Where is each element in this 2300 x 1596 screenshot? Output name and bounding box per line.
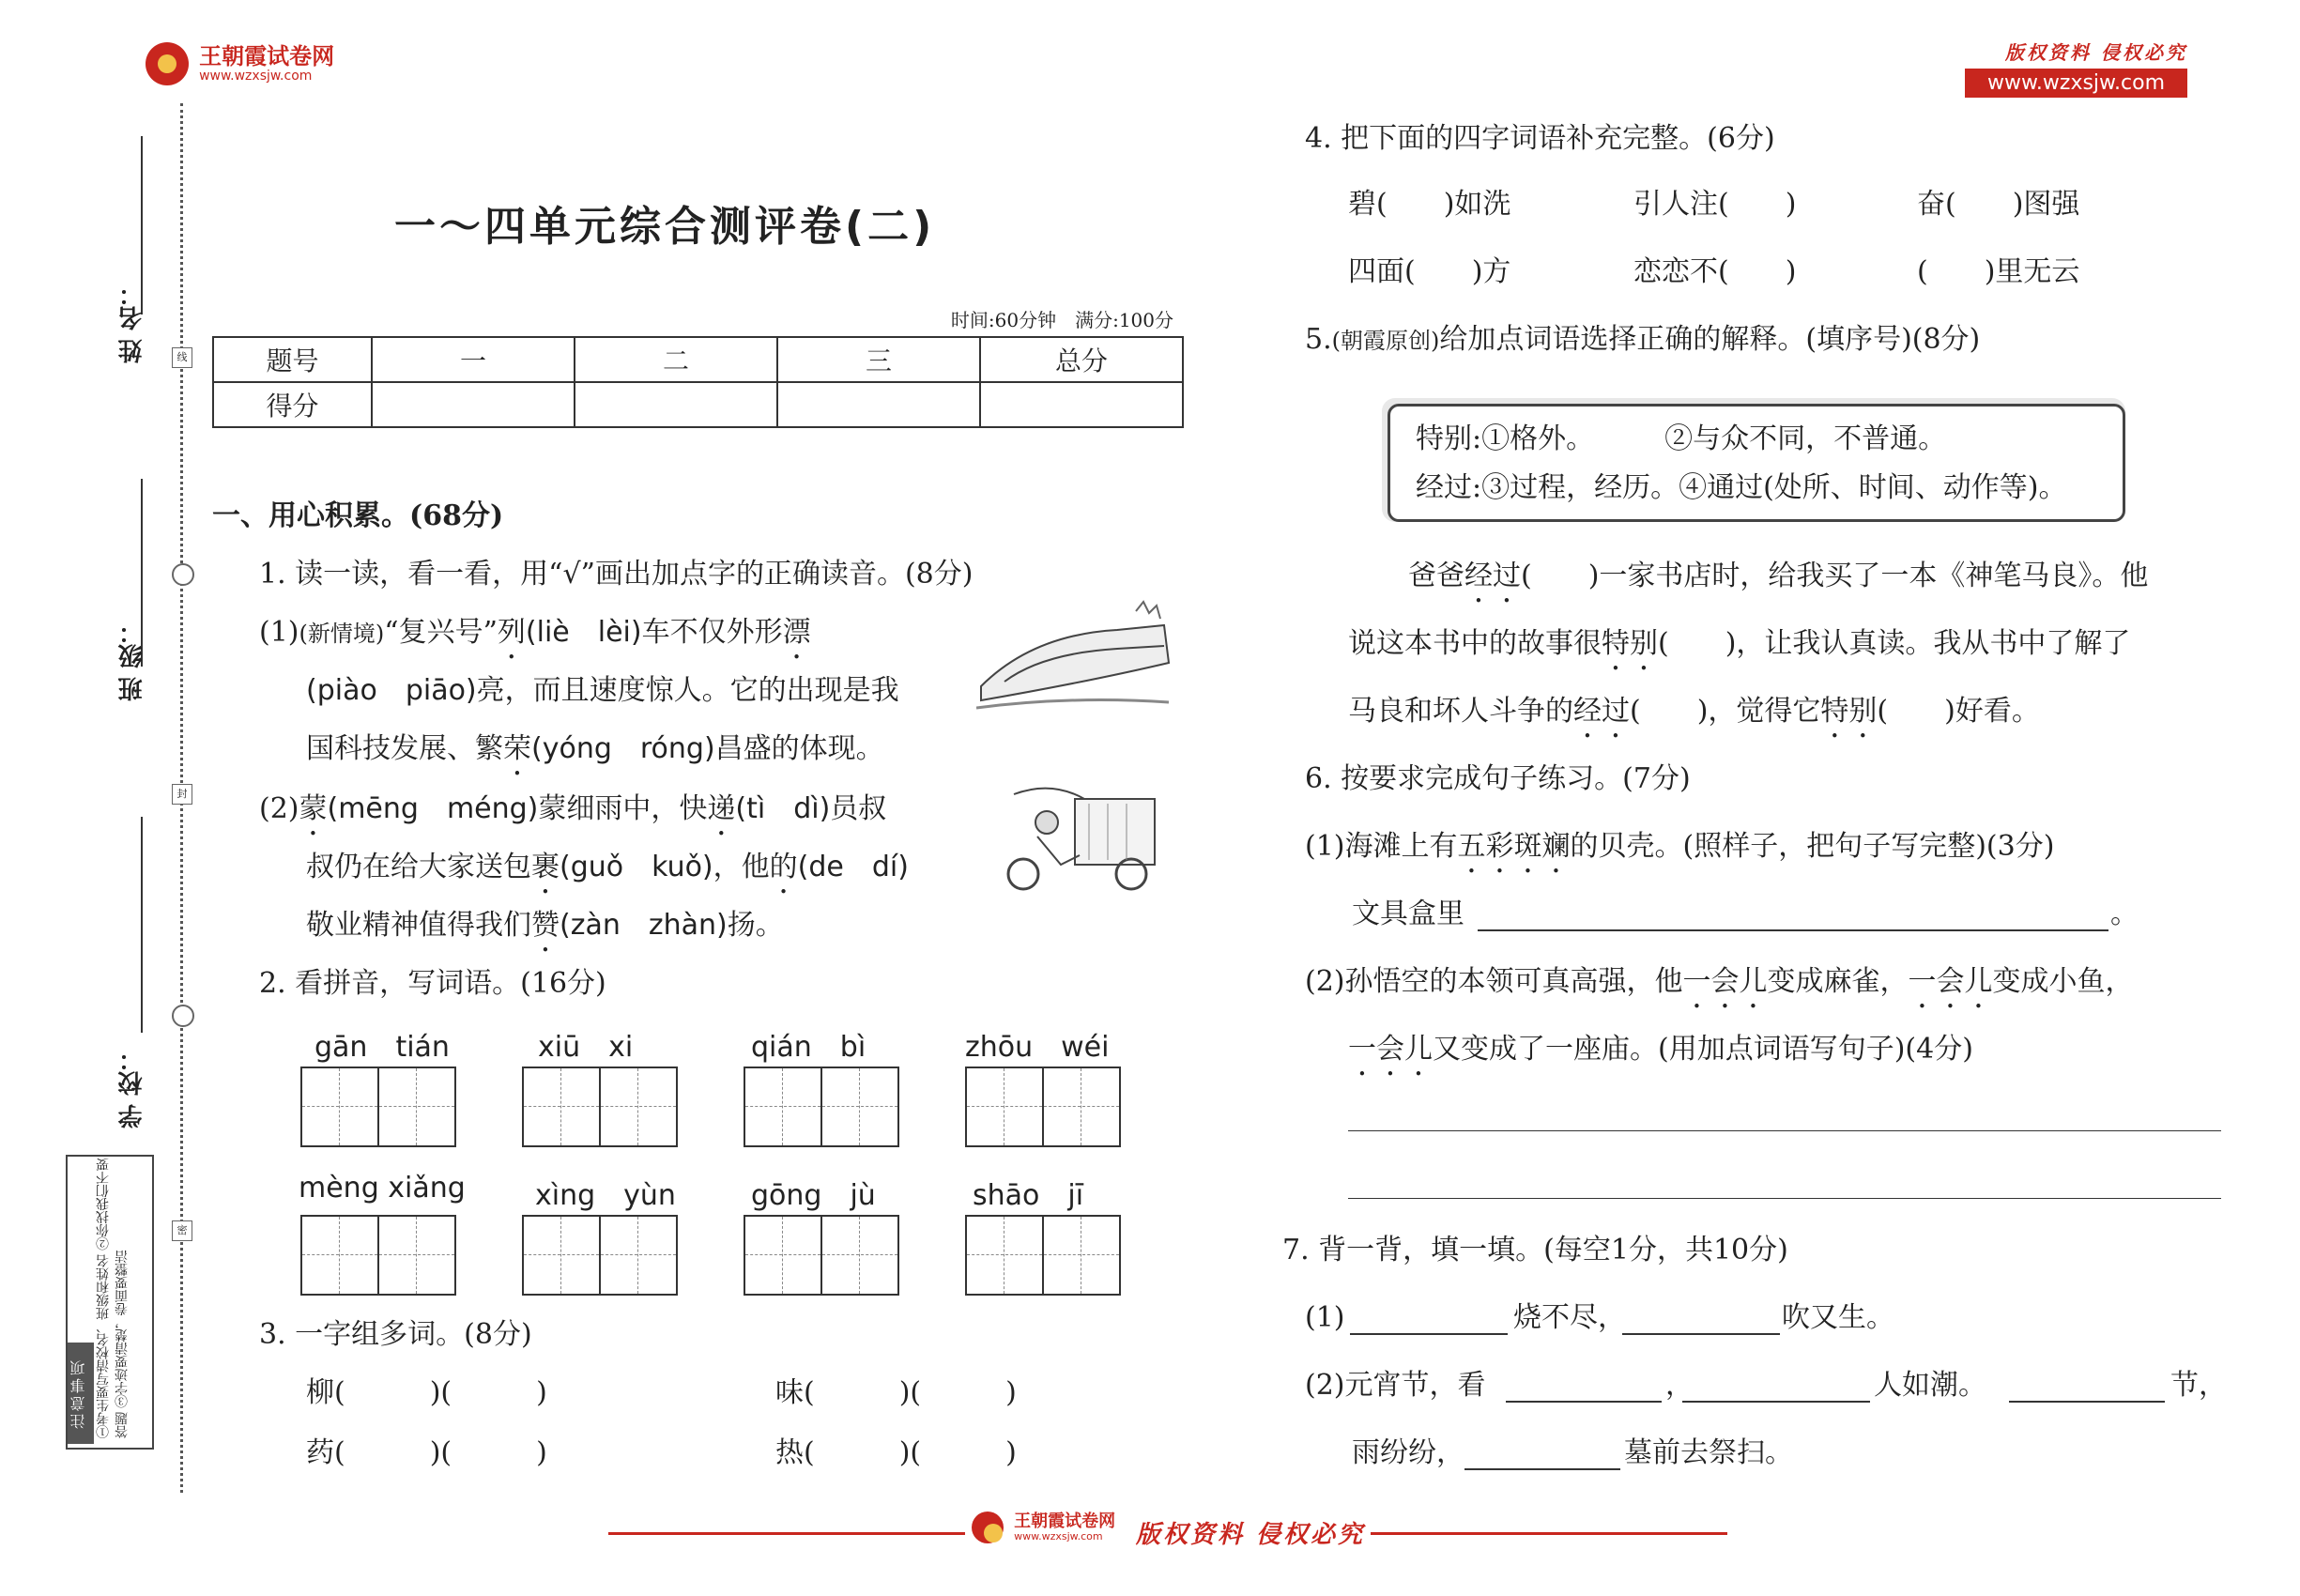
score-table xyxy=(212,336,1184,428)
logo-name: 王朝霞试卷网 xyxy=(199,43,335,69)
definition-jingguo: 经过:③过程，经历。④通过(处所、时间、动作等)。 xyxy=(1416,471,2067,504)
q7-blank[interactable] xyxy=(2009,1401,2165,1403)
q7-blank[interactable] xyxy=(1506,1401,1662,1403)
q4-item[interactable]: 奋( )图强 xyxy=(1917,188,2080,221)
school-label: 学 校： xyxy=(118,1047,146,1129)
class-label: 班 级： xyxy=(118,620,146,702)
score-header-cell: 一 xyxy=(372,337,575,382)
q4-prompt: 4. 把下面的四字词语补充完整。(6分) xyxy=(1305,122,1775,155)
pinyin-label: qián bì xyxy=(751,1031,866,1064)
q1-2-line1: (2)蒙(mēng méng)蒙细雨中，快递(tì dì)员叔 xyxy=(259,792,887,825)
q6-1-end: 。 xyxy=(2110,898,2139,930)
q4-item[interactable]: ( )里无云 xyxy=(1917,255,2080,288)
definition-tebie: 特别:①格外。 ②与众不同，不普通。 xyxy=(1416,422,1947,455)
q3-row2-b[interactable]: 热( )( ) xyxy=(775,1436,1017,1469)
q7-2-festival: 节， xyxy=(2170,1369,2227,1402)
time-info: 时间:60分钟 满分:100分 xyxy=(950,309,1173,331)
score-header-cell: 二 xyxy=(575,337,777,382)
binding-hole-2 xyxy=(172,1005,194,1027)
pinyin-label: mèng xiǎng xyxy=(299,1172,466,1205)
notes-title: 注意事项 xyxy=(68,1343,94,1444)
q2-prompt: 2. 看拼音，写词语。(16分) xyxy=(259,967,606,1000)
tianzige-grid[interactable] xyxy=(300,1067,456,1147)
pinyin-label: gān tián xyxy=(314,1031,450,1064)
section1-heading: 一、用心积累。(68分) xyxy=(212,499,504,532)
site-logo xyxy=(146,42,334,85)
score-cell[interactable] xyxy=(980,382,1183,427)
q7-3-end: 墓前去祭扫。 xyxy=(1624,1436,1793,1469)
q7-blank[interactable] xyxy=(1350,1333,1508,1335)
q7-1-mid: 烧不尽， xyxy=(1513,1301,1626,1334)
q3-row2-a[interactable]: 药( )( ) xyxy=(306,1436,547,1469)
q5-line1: 爸爸经过( )一家书店时，给我买了一本《神笔马良》。他 xyxy=(1408,560,2149,592)
score-header-cell: 总分 xyxy=(980,337,1183,382)
q6-1-answer-line[interactable] xyxy=(1478,929,2108,931)
footer-logo-name: 王朝霞试卷网 xyxy=(1014,1512,1116,1531)
q4-item[interactable]: 四面( )方 xyxy=(1348,255,1511,288)
q6-prompt: 6. 按要求完成句子练习。(7分) xyxy=(1305,762,1691,795)
footer-line-left xyxy=(608,1532,965,1535)
q6-2-answer-line[interactable] xyxy=(1348,1198,2221,1199)
q3-prompt: 3. 一字组多词。(8分) xyxy=(259,1318,532,1351)
score-cell[interactable] xyxy=(372,382,575,427)
q7-2-crowd: 人如潮。 xyxy=(1874,1369,1986,1402)
q4-item[interactable]: 引人注( ) xyxy=(1633,188,1797,221)
q6-2-line2: 一会儿又变成了一座庙。(用加点词语写句子)(4分) xyxy=(1348,1033,1973,1066)
q1-2-line3: 敬业精神值得我们赞(zàn zhàn)扬。 xyxy=(306,909,784,942)
q1-1-line1: (1)(新情境)“复兴号”列(liè lèi)车不仅外形漂 xyxy=(259,616,811,649)
q1-2-line2: 叔仍在给大家送包裹(guǒ kuǒ)，他的(de dí) xyxy=(306,851,909,883)
tianzige-grid[interactable] xyxy=(522,1067,678,1147)
logo-url: www.wzxsjw.com xyxy=(199,69,313,84)
pinyin-label: shāo jī xyxy=(973,1179,1084,1212)
q6-1-prompt: (1)海滩上有五彩斑斓的贝壳。(照样子，把句子写完整)(3分) xyxy=(1305,830,2055,863)
courier-illustration xyxy=(995,775,1164,898)
q7-3-prefix: 雨纷纷， xyxy=(1352,1436,1464,1469)
q5-prompt: 5.(朝霞原创)给加点词语选择正确的解释。(填序号)(8分) xyxy=(1305,323,1981,356)
q7-2-prefix: (2)元宵节，看 xyxy=(1305,1369,1486,1402)
q7-blank[interactable] xyxy=(1622,1333,1780,1335)
q3-row1-b[interactable]: 味( )( ) xyxy=(775,1376,1017,1409)
q1-prompt: 1. 读一读，看一看，用“√”画出加点字的正确读音。(8分) xyxy=(259,558,974,591)
pinyin-label: xìng yùn xyxy=(535,1179,676,1212)
name-label: 姓 名： xyxy=(118,282,146,364)
q4-item[interactable]: 恋恋不( ) xyxy=(1633,255,1797,288)
copyright-header xyxy=(1965,38,2187,98)
pinyin-label: xiū xi xyxy=(538,1031,634,1064)
seal-mark-line: 线 xyxy=(172,347,192,368)
q7-blank[interactable] xyxy=(1464,1468,1620,1470)
score-cell[interactable] xyxy=(777,382,980,427)
score-header-cell: 三 xyxy=(777,337,980,382)
footer-logo xyxy=(972,1512,1115,1543)
q6-2-answer-line[interactable] xyxy=(1348,1130,2221,1131)
school-line xyxy=(141,817,143,1033)
score-header-row xyxy=(213,337,1183,382)
binding-hole-1 xyxy=(172,563,194,586)
seal-mark-secret: 密 xyxy=(172,1220,192,1241)
tianzige-grid[interactable] xyxy=(744,1067,899,1147)
q1-1-line3: 国科技发展、繁荣(yóng róng)昌盛的体现。 xyxy=(306,732,884,765)
footer-logo-icon xyxy=(972,1512,1004,1543)
q7-2-comma: ， xyxy=(1665,1369,1694,1402)
q7-blank[interactable] xyxy=(1682,1401,1870,1403)
score-row-label: 得分 xyxy=(213,382,372,427)
q7-1-prefix: (1) xyxy=(1305,1301,1345,1334)
q6-2-line1: (2)孙悟空的本领可真高强，他一会儿变成麻雀，一会儿变成小鱼， xyxy=(1305,965,2134,998)
notes-text: ①考生要写清校名、班级和姓名 ②你找我们不要答题 ③字迹要清楚，卷面要整洁 xyxy=(96,1158,130,1438)
pinyin-label: zhōu wéi xyxy=(965,1031,1110,1064)
copyright-text: 版权资料 侵权必究 xyxy=(2005,41,2187,64)
q4-item[interactable]: 碧( )如洗 xyxy=(1348,188,1511,221)
pinyin-label: gōng jù xyxy=(751,1179,876,1212)
train-illustration xyxy=(976,597,1173,719)
tianzige-grid[interactable] xyxy=(965,1215,1121,1296)
footer-logo-url: www.wzxsjw.com xyxy=(1014,1530,1103,1542)
score-row xyxy=(213,382,1183,427)
score-header-cell: 题号 xyxy=(213,337,372,382)
seal-mark-seal: 封 xyxy=(172,784,192,805)
q7-prompt: 7. 背一背，填一填。(每空1分，共10分) xyxy=(1282,1234,1788,1266)
score-cell[interactable] xyxy=(575,382,777,427)
logo-emblem-icon xyxy=(146,42,189,85)
q5-line3: 马良和坏人斗争的经过( )，觉得它特别( )好看。 xyxy=(1348,695,2040,728)
q3-row1-a[interactable]: 柳( )( ) xyxy=(306,1376,547,1409)
tianzige-grid[interactable] xyxy=(744,1215,899,1296)
q1-1-line2: (piào piāo)亮，而且速度惊人。它的出现是我 xyxy=(306,674,899,707)
footer-line-right xyxy=(1371,1532,1727,1535)
tianzige-grid[interactable] xyxy=(300,1215,456,1296)
q5-line2: 说这本书中的故事很特别( )，让我认真读。我从书中了解了 xyxy=(1348,627,2131,660)
q6-1-start: 文具盒里 xyxy=(1352,898,1464,930)
tianzige-grid[interactable] xyxy=(522,1215,678,1296)
tianzige-grid[interactable] xyxy=(965,1067,1121,1147)
copyright-url: www.wzxsjw.com xyxy=(1965,69,2187,98)
exam-title: 一～四单元综合测评卷(二) xyxy=(394,203,936,251)
footer-copyright: 版权资料 侵权必究 xyxy=(1136,1521,1366,1549)
q7-1-end: 吹又生。 xyxy=(1782,1301,1894,1334)
